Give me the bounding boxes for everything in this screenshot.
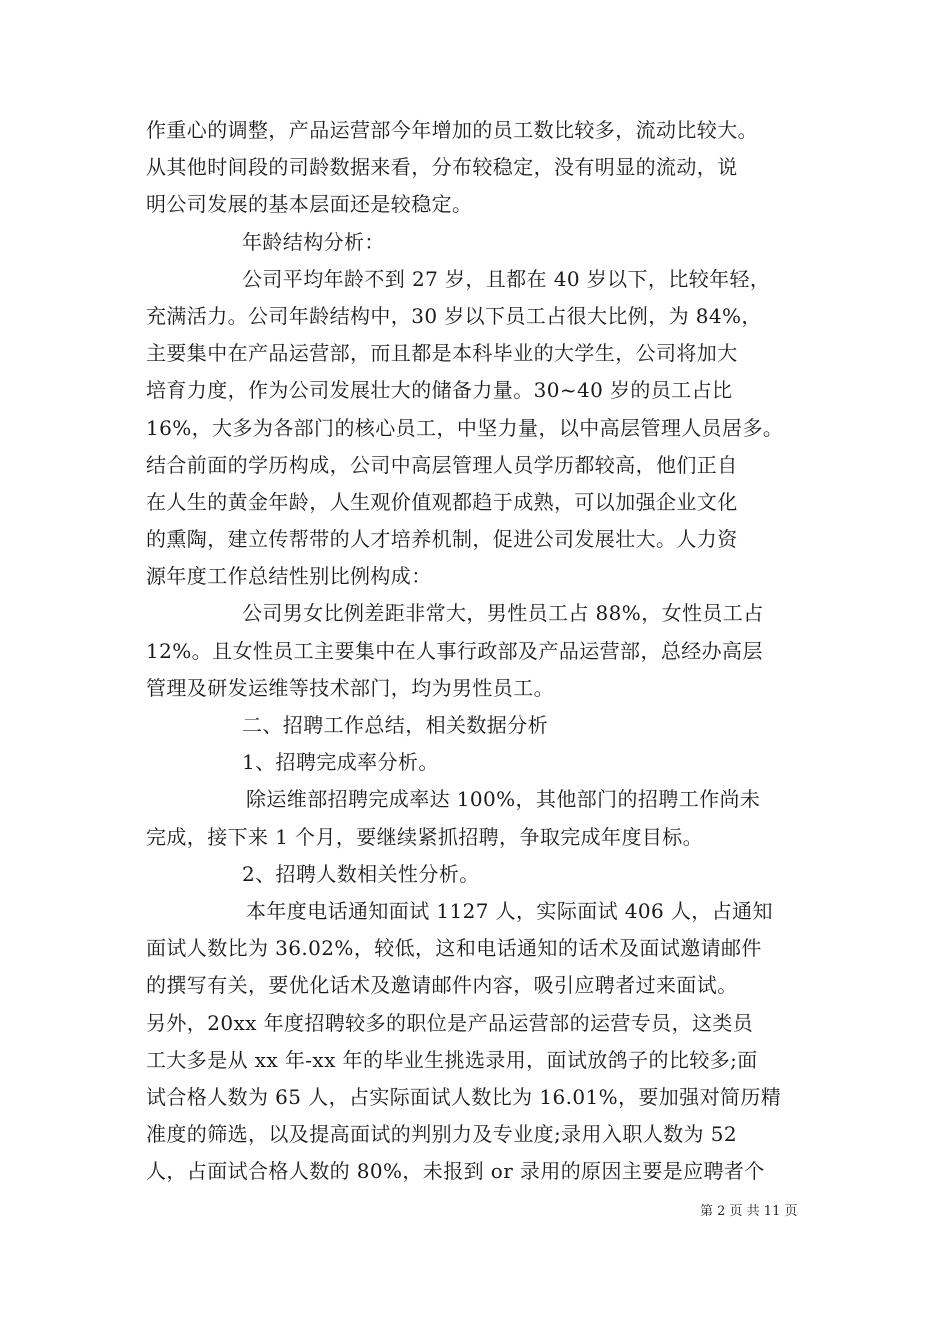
- subsection-heading-completion-rate: 1、招聘完成率分析。: [242, 750, 439, 775]
- paragraph-line: 公司男女比例差距非常大，男性员工占 88%，女性员工占: [242, 601, 764, 626]
- paragraph-line: 公司平均年龄不到 27 岁，且都在 40 岁以下，比较年轻，: [242, 266, 771, 291]
- paragraph-line: 主要集中在产品运营部，而且都是本科毕业的大学生，公司将加大: [146, 341, 738, 366]
- paragraph-line: 的熏陶，建立传帮带的人才培养机制，促进公司发展壮大。人力资: [146, 527, 738, 552]
- paragraph-line: 在人生的黄金年龄，人生观价值观都趋于成熟，可以加强企业文化: [146, 489, 738, 514]
- paragraph-line: 培育力度，作为公司发展壮大的储备力量。30~40 岁的员工占比: [146, 378, 733, 403]
- paragraph-line: 面试人数比为 36.02%，较低，这和电话通知的话术及面试邀请邮件: [146, 936, 762, 961]
- paragraph-line: 工大多是从 xx 年-xx 年的毕业生挑选录用，面试放鸽子的比较多;面: [146, 1047, 758, 1072]
- section-heading-recruitment: 二、招聘工作总结，相关数据分析: [242, 713, 548, 737]
- paragraph-line: 充满活力。公司年龄结构中，30 岁以下员工占很大比例，为 84%，: [146, 303, 762, 328]
- paragraph-line: 人，占面试合格人数的 80%，未报到 or 录用的原因主要是应聘者个: [146, 1159, 765, 1184]
- body-text: [146, 112, 806, 1190]
- paragraph-line: 作重心的调整，产品运营部今年增加的员工数比较多，流动比较大。: [146, 118, 758, 142]
- paragraph-line: 除运维部招聘完成率达 100%，其他部门的招聘工作尚未: [246, 787, 761, 812]
- paragraph-line: 管理及研发运维等技术部门，均为男性员工。: [146, 675, 554, 700]
- paragraph-line: 完成，接下来 1 个月，要继续紧抓招聘，争取完成年度目标。: [146, 824, 704, 849]
- paragraph-line: 12%。且女性员工主要集中在人事行政部及产品运营部，总经办高层: [146, 638, 763, 663]
- page-number: 第 2 页 共 11 页: [700, 1204, 798, 1219]
- paragraph-line: 从其他时间段的司龄数据来看，分布较稳定，没有明显的流动，说: [146, 155, 738, 180]
- paragraph-line: 的撰写有关，要优化话术及邀请邮件内容，吸引应聘者过来面试。: [146, 973, 738, 998]
- paragraph-line: 明公司发展的基本层面还是较稳定。: [146, 192, 473, 217]
- section-heading-age-structure: 年龄结构分析：: [242, 229, 385, 254]
- paragraph-line: 结合前面的学历构成，公司中高层管理人员学历都较高，他们正自: [146, 452, 738, 477]
- paragraph-line: 试合格人数为 65 人，占实际面试人数比为 16.01%，要加强对简历精: [146, 1084, 782, 1109]
- paragraph-line: 16%，大多为各部门的核心员工，中坚力量，以中高层管理人员居多。: [146, 415, 784, 440]
- paragraph-line: 源年度工作总结性别比例构成：: [146, 564, 432, 589]
- paragraph-line: 准度的筛选，以及提高面试的判别力及专业度;录用入职人数为 52: [146, 1122, 737, 1147]
- subsection-heading-correlation: 2、招聘人数相关性分析。: [242, 861, 480, 886]
- paragraph-line: 本年度电话通知面试 1127 人，实际面试 406 人，占通知: [246, 898, 773, 923]
- paragraph-line: 另外，20xx 年度招聘较多的职位是产品运营部的运营专员，这类员: [146, 1010, 754, 1035]
